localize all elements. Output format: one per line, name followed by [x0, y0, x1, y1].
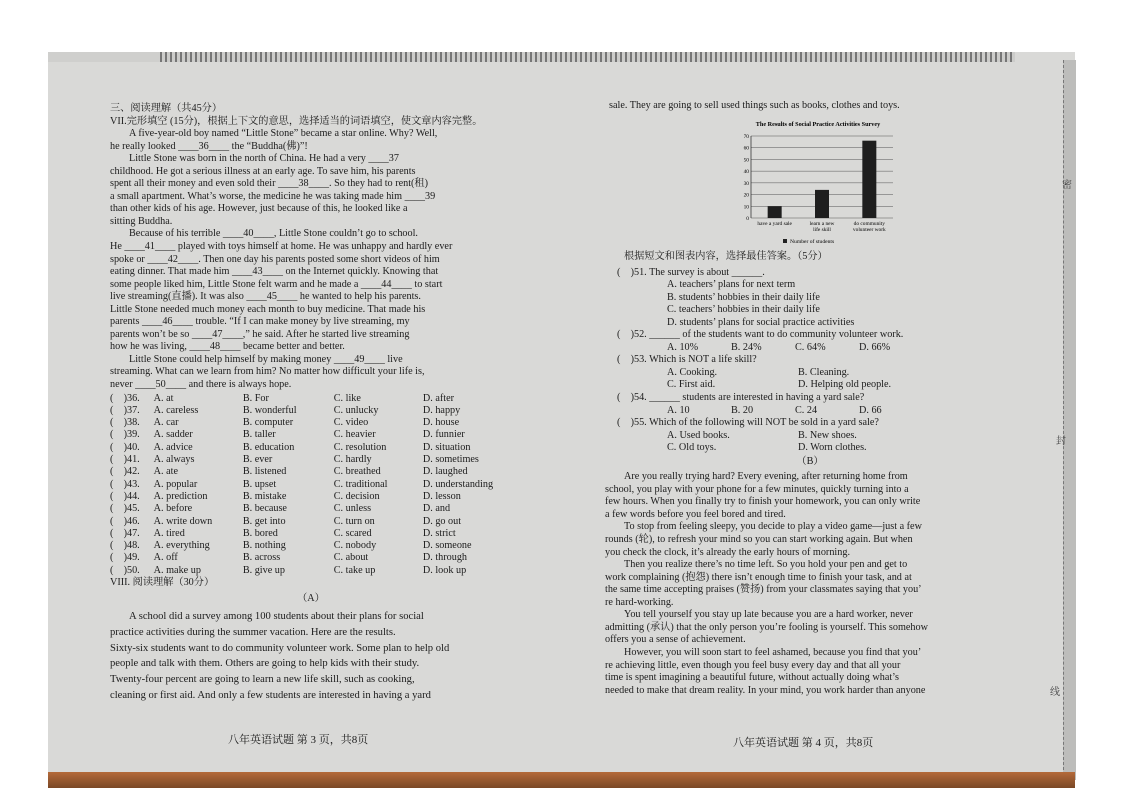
question-number: ( )41. — [110, 454, 140, 466]
option-choice[interactable]: A. write down — [153, 515, 213, 527]
cloze-line: Because of his terrible ____40____, Little Stone couldn’t go to school. — [129, 228, 418, 240]
answer-option[interactable]: B. 20 — [731, 404, 754, 416]
page-footer-right: 八年英语试题 第 4 页，共8页 — [733, 737, 874, 749]
option-choice[interactable]: C. video — [333, 417, 369, 429]
option-choice[interactable]: D. funnier — [422, 429, 465, 441]
y-tick-label: 0 — [746, 216, 749, 222]
option-choice[interactable]: D. house — [422, 417, 460, 429]
answer-option[interactable]: B. New shoes. — [798, 429, 857, 441]
option-choice[interactable]: C. decision — [333, 490, 380, 502]
passage-b-line: re hard-working. — [605, 596, 674, 608]
option-choice[interactable]: D. laughed — [422, 466, 468, 478]
option-choice[interactable]: C. unlucky — [333, 404, 379, 416]
passage-b-line: the same time accepting praises (赞扬) from your classmates saying that you’ — [605, 584, 922, 596]
cloze-line: parents ____46____ trouble. “If I can make money by live streaming, my — [110, 316, 410, 328]
option-choice[interactable]: A. always — [153, 454, 195, 466]
seal-mark-mi: 密 — [1062, 180, 1072, 191]
passage-a-line: Twenty-four percent are going to learn a new life skill, such as cooking, — [110, 673, 415, 685]
answer-option[interactable]: C. 64% — [795, 341, 826, 353]
option-row — [110, 417, 512, 429]
option-choice[interactable]: B. across — [242, 552, 281, 564]
question-number: ( )49. — [110, 552, 140, 564]
cloze-line: He ____41____ played with toys himself at home. He was unhappy and hardly ever — [110, 241, 453, 253]
option-choice[interactable]: A. before — [153, 503, 193, 515]
cloze-options — [110, 393, 512, 577]
passage-b-line: Then you realize there’s no time left. So you hold your pen and get to — [624, 559, 908, 571]
chart-title: The Results of Social Practice Activities Survey — [755, 121, 881, 128]
option-choice[interactable]: B. computer — [242, 417, 294, 429]
option-row — [110, 565, 512, 577]
passage-b-line: you check the clock, it’s already the early hours of morning. — [605, 546, 850, 558]
option-choice[interactable]: B. For — [242, 392, 269, 404]
y-tick-label: 20 — [743, 192, 749, 199]
part-a-label: （A） — [297, 592, 325, 604]
option-choice[interactable]: B. upset — [242, 478, 277, 490]
question-stem: ( )52. ______ of the students want to do community volunteer work. — [617, 329, 904, 341]
seal-mark-xian: 线 — [1050, 687, 1060, 698]
question-number: ( )43. — [110, 478, 140, 490]
option-choice[interactable]: D. someone — [422, 540, 472, 552]
question-number: ( )40. — [110, 441, 140, 453]
cloze-line: Little Stone needed much money each month to buy medicine. That made his — [110, 303, 426, 315]
y-tick-label: 10 — [743, 204, 749, 211]
option-row — [110, 528, 512, 540]
passage-a-line: cleaning or first aid. And only a few students are interested in having a yard — [110, 689, 431, 701]
question-number: ( )39. — [110, 429, 140, 441]
y-tick-label: 30 — [743, 180, 749, 187]
passage-a-line: practice activities during the summer vacation. Here are the results. — [110, 626, 396, 638]
question-stem: ( )54. ______ students are interested in having a yard sale? — [617, 392, 865, 404]
x-tick-label: have a yard sale — [757, 221, 792, 227]
question-number: ( )50. — [110, 564, 140, 576]
question-number: ( )46. — [110, 515, 140, 527]
binding-margin — [1063, 60, 1076, 780]
option-row — [110, 479, 512, 491]
option-row — [110, 405, 512, 417]
option-choice[interactable]: C. hardly — [333, 454, 372, 466]
paper-top-edge — [48, 52, 160, 62]
answer-option[interactable]: A. Cooking. — [667, 366, 718, 378]
bar — [862, 141, 876, 218]
passage-a-line: people and talk with them. Others are going to help kids with their study. — [110, 658, 420, 670]
option-row — [110, 393, 512, 405]
y-tick-label: 60 — [743, 145, 749, 152]
question-stem: ( )53. Which is NOT a life skill? — [617, 354, 757, 366]
option-row — [110, 454, 512, 466]
answer-option[interactable]: B. students’ hobbies in their daily life — [667, 291, 820, 303]
answer-option[interactable]: B. 24% — [731, 341, 762, 353]
cloze-line: some people liked him, Little Stone felt warm and he made a ____44____ to start — [110, 278, 443, 290]
answer-option[interactable]: C. 24 — [795, 404, 818, 416]
question-number: ( )38. — [110, 417, 140, 429]
passage-b-line: time is spent imagining a beautiful future, without actually doing what’s — [605, 672, 899, 684]
passage-b — [605, 471, 1015, 697]
cloze-line: childhood. He got a serious illness at an early age. To save him, his parents — [110, 165, 416, 177]
option-choice[interactable]: D. go out — [422, 515, 462, 527]
question-instruction: 根据短文和图表内容，选择最佳答案。（5分） — [624, 251, 828, 262]
option-row — [110, 466, 512, 478]
option-choice[interactable]: B. taller — [242, 429, 276, 441]
passage-b-line: a few words before you feel bored and tired. — [605, 508, 786, 520]
page-footer-left: 八年英语试题 第 3 页，共8页 — [228, 734, 369, 746]
paper-binding-strip — [160, 52, 1015, 62]
passage-b-line: needed to make that dream reality. In your mind, you work harder than anyone — [605, 684, 926, 696]
cloze-line: eating dinner. That made him ____43____ on the Internet quickly. Knowing that — [110, 266, 439, 278]
question-number: ( )37. — [110, 404, 140, 416]
passage-b-line: school, you play with your phone for a few minutes, quickly turning into a — [605, 483, 909, 495]
question-number: ( )42. — [110, 466, 140, 478]
option-choice[interactable]: C. heavier — [333, 429, 376, 441]
answer-options-row — [605, 442, 1015, 455]
option-choice[interactable]: D. understanding — [422, 478, 494, 490]
option-choice[interactable]: D. strict — [422, 527, 456, 539]
cloze-line: than other kids of his age. However, just because of this, he looked like a — [110, 203, 408, 215]
option-choice[interactable]: A. prediction — [153, 490, 208, 502]
cloze-line: spent all their money and even sold their ____38____. So they had to rent(租) — [110, 178, 429, 190]
survey-bar-chart — [733, 120, 903, 250]
option-choice[interactable]: D. after — [422, 392, 454, 404]
option-choice[interactable]: C. scared — [333, 527, 372, 539]
option-choice[interactable]: C. about — [333, 552, 369, 564]
option-choice[interactable]: B. mistake — [242, 490, 287, 502]
answer-options-row — [605, 367, 1015, 380]
option-choice[interactable]: A. popular — [153, 478, 198, 490]
cloze-line: sitting Buddha. — [110, 215, 173, 227]
option-choice[interactable]: A. at — [153, 392, 174, 404]
questions — [605, 267, 1015, 455]
answer-option[interactable]: A. 10% — [667, 341, 699, 353]
option-choice[interactable]: C. turn on — [333, 515, 375, 527]
option-row — [110, 516, 512, 528]
answer-option[interactable]: C. Old toys. — [667, 442, 717, 454]
option-choice[interactable]: A. advice — [153, 441, 193, 453]
cloze-heading: VII.完形填空 (15分)，根据上下文的意思，选择适当的词语填空，使文章内容完整。 — [110, 115, 483, 127]
option-choice[interactable]: B. give up — [242, 564, 285, 576]
passage-a-continuation: sale. They are going to sell used things such as books, clothes and toys. — [609, 100, 900, 111]
answer-option[interactable]: D. Worn clothes. — [798, 442, 867, 454]
option-choice[interactable]: B. because — [242, 503, 287, 515]
option-choice[interactable]: D. through — [422, 552, 468, 564]
option-row — [110, 429, 512, 441]
part-b-label: （B） — [796, 455, 824, 467]
passage-a-line: Sixty-six students want to do community volunteer work. Some plan to help old — [110, 642, 450, 654]
passage-b-line: You tell yourself you stay up late because you are a hard worker, never — [624, 609, 913, 621]
option-choice[interactable]: C. breathed — [333, 466, 381, 478]
y-tick-label: 70 — [743, 134, 749, 140]
option-choice[interactable]: B. listened — [242, 466, 287, 478]
option-choice[interactable]: D. sometimes — [422, 454, 479, 466]
question-stem: ( )51. The survey is about ______. — [617, 266, 765, 278]
question-number: ( )36. — [110, 392, 140, 404]
option-choice[interactable]: D. lesson — [422, 490, 461, 502]
passage-b-line: To stop from feeling sleepy, you decide to play a video game—just a few — [624, 521, 922, 533]
option-row — [110, 491, 512, 503]
question-number: ( )45. — [110, 503, 140, 515]
reading-heading: VIII. 阅读理解（30分） — [110, 577, 215, 589]
cloze-line: spoke or ____42____. Then one day his parents posted some short videos of him — [110, 253, 440, 265]
option-choice[interactable]: B. wonderful — [242, 404, 297, 416]
option-row — [110, 540, 512, 552]
option-choice[interactable]: A. sadder — [153, 429, 193, 441]
cloze-line: how he was living, ____48____ became better and better. — [110, 341, 345, 353]
y-tick-label: 40 — [743, 169, 749, 176]
option-choice[interactable]: C. resolution — [333, 441, 387, 453]
option-choice[interactable]: B. get into — [242, 515, 286, 527]
cloze-line: never ____50____ and there is always hope. — [110, 379, 292, 391]
answer-option[interactable]: D. 66 — [859, 404, 882, 416]
passage-a — [110, 609, 512, 703]
cloze-line: Little Stone was born in the north of China. He had a very ____37 — [129, 153, 399, 165]
cloze-line: A five-year-old boy named “Little Stone” became a star online. Why? Well, — [129, 128, 438, 140]
option-choice[interactable]: C. traditional — [333, 478, 388, 490]
right-questions — [605, 251, 1015, 697]
option-choice[interactable]: A. careless — [153, 404, 199, 416]
option-row — [110, 503, 512, 515]
option-row — [110, 442, 512, 454]
passage-b-line: rounds (轮), to refresh your mind so you can start working again. But when — [605, 534, 913, 546]
answer-options-row — [605, 430, 1015, 443]
answer-options-row — [605, 379, 1015, 392]
option-choice[interactable]: B. education — [242, 441, 295, 453]
table-edge — [48, 772, 1075, 788]
option-choice[interactable]: B. bored — [242, 527, 278, 539]
option-choice[interactable]: D. look up — [422, 564, 467, 576]
option-choice[interactable]: B. ever — [242, 454, 273, 466]
option-choice[interactable]: D. happy — [422, 404, 461, 416]
cloze-passage — [110, 128, 512, 391]
answer-option[interactable]: D. Helping old people. — [798, 379, 892, 391]
option-choice[interactable]: C. nobody — [333, 540, 377, 552]
option-choice[interactable]: D. and — [422, 503, 451, 515]
answer-option[interactable]: B. Cleaning. — [798, 366, 850, 378]
passage-b-line: work complaining (抱怨) there isn’t enough time to finish your task, and at — [605, 571, 912, 583]
passage-b-line: Are you really trying hard? Every evening, after returning home from — [624, 471, 908, 483]
cloze-line: streaming. What can we learn from him? No matter how difficult your life is, — [110, 366, 425, 378]
passage-a-line: A school did a survey among 100 students about their plans for social — [129, 611, 424, 623]
answer-option[interactable]: D. students’ plans for social practice activities — [667, 316, 855, 328]
question-stem: ( )55. Which of the following will NOT be sold in a yard sale? — [617, 417, 879, 429]
section-title: 三、阅读理解（共45分） — [110, 103, 223, 114]
question-number: ( )44. — [110, 490, 140, 502]
answer-option[interactable]: D. 66% — [859, 341, 891, 353]
x-tick-label: do community volunteer work — [852, 221, 886, 233]
option-choice[interactable]: A. everything — [153, 540, 210, 552]
option-choice[interactable]: C. like — [333, 392, 361, 404]
bar — [768, 206, 782, 218]
cloze-line: parents won’t be so ____47____,” he said. After he started live streaming — [110, 328, 410, 340]
option-row — [110, 552, 512, 564]
answer-option[interactable]: A. teachers’ plans for next term — [667, 279, 796, 291]
answer-options-row — [605, 342, 1015, 355]
legend-swatch — [783, 239, 787, 243]
x-tick-label: learn a new life skill — [809, 221, 835, 233]
right-page — [605, 100, 1015, 113]
option-choice[interactable]: A. ate — [153, 466, 178, 478]
answer-options-row — [605, 405, 1015, 418]
passage-b-line: re achieving little, even though you feel busy every day and that all your — [605, 659, 901, 671]
option-choice[interactable]: C. take up — [333, 564, 376, 576]
answer-option[interactable]: A. 10 — [667, 404, 690, 416]
option-choice[interactable]: A. tired — [153, 527, 185, 539]
cloze-line: he really looked ____36____ the “Buddha(佛)”! — [110, 140, 308, 152]
left-page — [110, 103, 512, 703]
option-choice[interactable]: B. nothing — [242, 540, 286, 552]
cloze-line: a small apartment. What’s worse, the medicine he was taking made him ____39 — [110, 190, 436, 202]
option-choice[interactable]: A. make up — [153, 564, 201, 576]
option-choice[interactable]: A. car — [153, 417, 179, 429]
answer-option[interactable]: C. First aid. — [667, 379, 716, 391]
legend-label: Number of students — [790, 239, 835, 245]
option-choice[interactable]: D. situation — [422, 441, 471, 453]
seal-mark-feng: 封 — [1056, 436, 1066, 447]
y-tick-label: 50 — [743, 157, 749, 164]
passage-b-line: few hours. When you finally try to finish your homework, you can only write — [605, 496, 921, 508]
cloze-line: Little Stone could help himself by making money ____49____ live — [129, 353, 403, 365]
passage-b-line: However, you will soon start to feel ashamed, because you find that you’ — [624, 646, 922, 658]
answer-option[interactable]: A. Used books. — [667, 429, 730, 441]
option-choice[interactable]: C. unless — [333, 503, 372, 515]
question-number: ( )47. — [110, 527, 140, 539]
answer-option[interactable]: C. teachers’ hobbies in their daily life — [667, 304, 820, 316]
option-choice[interactable]: A. off — [153, 552, 178, 564]
bar — [815, 190, 829, 218]
passage-b-line: offers you a sense of achievement. — [605, 634, 746, 646]
cloze-line: live streaming(直播). It was also ____45____ he wanted to help his parents. — [110, 291, 421, 303]
question-number: ( )48. — [110, 540, 140, 552]
chart-labels — [757, 221, 886, 233]
passage-b-line: admitting (承认) that the only person you’re fooling is yourself. This somehow — [605, 621, 928, 633]
